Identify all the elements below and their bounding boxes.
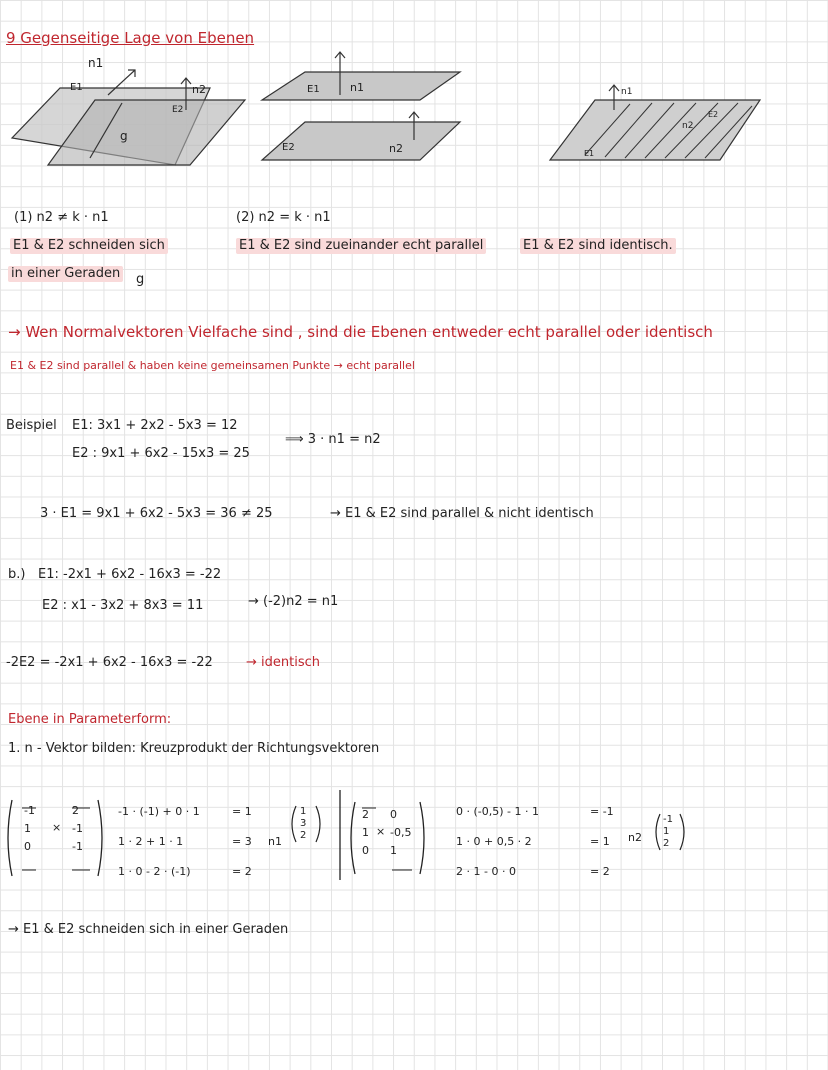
case2-formula: (2) n2 = k · n1 (236, 210, 331, 225)
example-a-eq2: E2 : 9x1 + 6x2 - 15x3 = 25 (72, 446, 250, 461)
param-step: 1. n - Vektor bilden: Kreuzprodukt der Richtungsvektoren (8, 741, 380, 756)
cross2-line-2: 2 · 1 - 0 · 0 (456, 865, 516, 878)
cross1-n-label: n1 (268, 835, 282, 848)
fig1-e2-label: E2 (172, 105, 184, 115)
cross2-v1-2: 0 (362, 844, 369, 857)
example-a-result: → E1 & E2 sind parallel & nicht identisch (330, 506, 594, 521)
cross2-v1-1: 1 (362, 826, 369, 839)
example-a-eq1: E1: 3x1 + 2x2 - 5x3 = 12 (72, 418, 238, 433)
cross2-v2-2: 1 (390, 844, 397, 857)
rule-sub: E1 & E2 sind parallel & haben keine gemeinsamen Punkte → echt parallel (10, 359, 415, 372)
cross1-n-vector (300, 806, 306, 842)
example-b-calc: -2E2 = -2x1 + 6x2 - 16x3 = -22 (6, 655, 213, 670)
cross1-n-2: 2 (300, 830, 307, 841)
cross2-result-0: = -1 (590, 805, 614, 818)
fig3-e2-label: E2 (708, 110, 719, 119)
cross1-v1-2: 0 (24, 840, 31, 853)
cross1-result-0: = 1 (232, 805, 252, 818)
cross2-n-1: 1 (663, 826, 670, 837)
case3-line1: E1 & E2 sind identisch. (520, 238, 676, 254)
figure-intersecting-planes (12, 70, 245, 165)
cross1-result-2: = 2 (232, 865, 252, 878)
fig1-n1-label: n1 (88, 56, 104, 70)
cross2-n-0: -1 (663, 814, 673, 825)
cross2-times: × (376, 825, 386, 838)
cross1-v1 (24, 802, 35, 856)
cross2-n-2: 2 (663, 838, 670, 849)
example-b-arrow: → (-2)n2 = n1 (248, 594, 339, 609)
cross1-v2-1: -1 (72, 822, 83, 835)
fig1-n2-label: n2 (192, 83, 206, 96)
cross1-line-2: 1 · 0 - 2 · (-1) (118, 865, 191, 878)
cross2-n-label: n2 (628, 831, 642, 844)
fig3-n2-label: n2 (682, 121, 694, 131)
cross2-v2 (390, 806, 411, 860)
page-title: 9 Gegenseitige Lage von Ebenen (6, 29, 255, 47)
case2-line1: E1 & E2 sind zueinander echt parallel (236, 238, 486, 254)
example-a-label: Beispiel (6, 418, 57, 433)
cross2-n-vector (663, 814, 673, 850)
cross1-v2-0: 2 (72, 804, 79, 817)
case1-line1: E1 & E2 schneiden sich (10, 238, 168, 254)
cross2-v2-1: -0,5 (390, 826, 412, 839)
example-b-eq1: E1: -2x1 + 6x2 - 16x3 = -22 (38, 567, 222, 582)
param-heading: Ebene in Parameterform: (8, 712, 172, 727)
fig2-n1-label: n1 (350, 81, 364, 94)
cross1-v1-0: -1 (24, 804, 35, 817)
cross1-n-0: 1 (300, 806, 307, 817)
example-a-calc: 3 · E1 = 9x1 + 6x2 - 5x3 = 36 ≠ 25 (40, 506, 273, 521)
rule-main: → Wen Normalvektoren Vielfache sind , sind die Ebenen entweder echt parallel oder identisch (8, 323, 713, 341)
cross1-times: × (52, 821, 62, 834)
case1-line2: in einer Geraden (8, 266, 123, 282)
fig1-e1-label: E1 (70, 82, 83, 93)
conclusion: → E1 & E2 schneiden sich in einer Geraden (8, 922, 289, 937)
matrix-brackets-1 (8, 800, 102, 876)
fig3-e1-label: E1 (584, 149, 595, 158)
figure-identical-planes (550, 85, 760, 160)
fig3-n1-label: n1 (621, 87, 633, 97)
cross1-result-1: = 3 (232, 835, 252, 848)
cross2-v1 (362, 806, 369, 860)
cross1-v2-2: -1 (72, 840, 83, 853)
example-a-arrow: ⟹ 3 · n1 = n2 (285, 432, 381, 447)
example-b-label: b.) (8, 567, 26, 582)
example-b-eq2: E2 : x1 - 3x2 + 8x3 = 11 (42, 598, 204, 613)
fig2-n2-label: n2 (389, 142, 403, 155)
example-b-result: → identisch (246, 655, 320, 670)
cross1-v2 (72, 802, 83, 856)
fig2-e1-label: E1 (307, 84, 320, 95)
cross1-line-0: -1 · (-1) + 0 · 1 (118, 805, 200, 818)
cross2-result-2: = 2 (590, 865, 610, 878)
case1-g: g (136, 272, 145, 287)
cross1-v1-1: 1 (24, 822, 31, 835)
cross2-v1-0: 2 (362, 808, 369, 821)
cross1-line-1: 1 · 2 + 1 · 1 (118, 835, 184, 848)
case1-formula: (1) n2 ≠ k · n1 (14, 210, 109, 225)
cross1-n-1: 3 (300, 818, 307, 829)
cross2-v2-0: 0 (390, 808, 397, 821)
cross2-line-0: 0 · (-0,5) - 1 · 1 (456, 805, 539, 818)
fig2-e2-label: E2 (282, 142, 295, 153)
cross2-result-1: = 1 (590, 835, 610, 848)
fig1-g-label: g (120, 129, 128, 143)
cross2-line-1: 1 · 0 + 0,5 · 2 (456, 835, 532, 848)
